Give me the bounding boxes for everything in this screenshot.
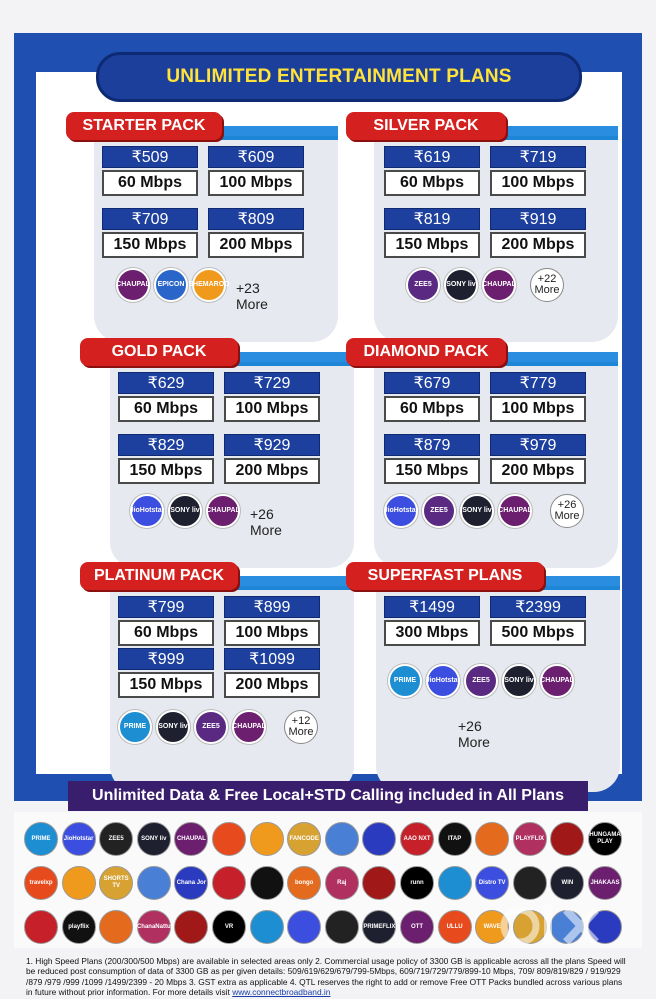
runn-logo-icon: runn: [400, 866, 434, 900]
chaupal-logo-icon: CHAUPAL: [116, 268, 150, 302]
shemaroo-logo-icon: SHEMAROO: [192, 268, 226, 302]
raj-logo-icon: Raj: [325, 866, 359, 900]
prime-logo-icon: PRIME: [118, 710, 152, 744]
pack-header-bar: [228, 576, 354, 586]
zee5-logo-icon: ZEE5: [406, 268, 440, 302]
plan-speed: 200 Mbps: [224, 458, 320, 484]
travelxp-logo-icon: travelxp: [24, 866, 58, 900]
plan-price: ₹799: [118, 596, 214, 618]
zee5-logo-icon: ZEE5: [99, 822, 133, 856]
chaupal-logo-icon: CHAUPAL: [482, 268, 516, 302]
ott-logo-icon: [250, 910, 284, 944]
pack-header-bar: [534, 576, 620, 586]
shorts-tv-logo-icon: SHORTS TV: [99, 866, 133, 900]
plan-speed: 150 Mbps: [384, 458, 480, 484]
pack-header-bar: [496, 352, 618, 362]
pack-header-bar: [496, 126, 618, 136]
pack-header-bar: [228, 352, 354, 362]
pack-title: STARTER PACK: [66, 112, 222, 140]
plan-speed: 200 Mbps: [490, 232, 586, 258]
pack-title: GOLD PACK: [80, 338, 238, 366]
sony-liv-logo-icon: SONY liv: [502, 664, 536, 698]
more-ott-count: +26 More: [550, 494, 584, 528]
plan-price: ₹809: [208, 208, 304, 230]
ott-logo-icon: [212, 822, 246, 856]
plan-speed: 200 Mbps: [208, 232, 304, 258]
plan-price: ₹719: [490, 146, 586, 168]
plan-price: ₹779: [490, 372, 586, 394]
ott-logo-icon: [475, 822, 509, 856]
pack-title: PLATINUM PACK: [80, 562, 238, 590]
plan-speed: 60 Mbps: [384, 396, 480, 422]
plan-speed: 60 Mbps: [384, 170, 480, 196]
chaupal-logo-icon: CHAUPAL: [540, 664, 574, 698]
playflix-logo-icon: playflix: [62, 910, 96, 944]
plan-price: ₹829: [118, 434, 214, 456]
plan-price: ₹729: [224, 372, 320, 394]
footnote: [26, 956, 626, 998]
plan-price: ₹819: [384, 208, 480, 230]
plan-price: ₹929: [224, 434, 320, 456]
ott-logo-icon: [137, 866, 171, 900]
plan-price: ₹679: [384, 372, 480, 394]
ott-logo-icon: [62, 866, 96, 900]
sony-liv-logo-icon: SONY liv: [444, 268, 478, 302]
plan-price: ₹1499: [384, 596, 480, 618]
plan-speed: 500 Mbps: [490, 620, 586, 646]
more-ott-count: +26 More: [250, 506, 282, 538]
plan-speed: 150 Mbps: [384, 232, 480, 258]
more-ott-count: +12 More: [284, 710, 318, 744]
zee5-logo-icon: ZEE5: [464, 664, 498, 698]
sony-liv-logo-icon: SONY liv: [168, 494, 202, 528]
olx-watermark-icon: [500, 896, 620, 956]
sony-liv-logo-icon: SONY liv: [156, 710, 190, 744]
epicon-logo-icon: EPICON: [154, 268, 188, 302]
ott-logo-icon: [212, 866, 246, 900]
plan-speed: 150 Mbps: [118, 458, 214, 484]
website-link[interactable]: www.connectbroadband.in: [232, 987, 331, 998]
plan-speed: 150 Mbps: [118, 672, 214, 698]
ott-logo-icon: [325, 822, 359, 856]
playflix-logo-icon: PLAYFLIX: [513, 822, 547, 856]
more-ott-count: +23 More: [236, 280, 268, 312]
jhakaas-logo-icon: JHAKAAS: [588, 866, 622, 900]
hungama-play-logo-icon: HUNGAMA PLAY: [588, 822, 622, 856]
zee5-logo-icon: ZEE5: [194, 710, 228, 744]
jiohotstar-logo-icon: JioHotstar: [384, 494, 418, 528]
ullu-logo-icon: ULLU: [438, 910, 472, 944]
vr-logo-icon: VR: [212, 910, 246, 944]
ott-logo-icon: [250, 822, 284, 856]
header-banner: [96, 52, 582, 102]
distro-tv-logo-icon: Distro TV: [475, 866, 509, 900]
plan-price: ₹979: [490, 434, 586, 456]
plan-price: ₹709: [102, 208, 198, 230]
plan-price: ₹999: [118, 648, 214, 670]
plan-price: ₹899: [224, 596, 320, 618]
ott-logo-icon: [24, 910, 58, 944]
pack-title: SILVER PACK: [346, 112, 506, 140]
plan-price: ₹919: [490, 208, 586, 230]
page-title: UNLIMITED ENTERTAINMENT PLANS: [166, 66, 512, 87]
plan-speed: 100 Mbps: [208, 170, 304, 196]
footnote-text: 1. High Speed Plans (200/300/500 Mbps) are available in selected areas only 2. Commercial usage policy of 3300 GB is applicable across all the plans Speed will be reduced post consumption of data of 3300 GB as per given details: 509/619/629/679/799-5Mbps, 609/719/729/779/899-10 Mbps, 709/ 809/819/829 / 919/929 /879 /979 /999 /1099 /1499/2399 - 20 Mbps 3. GST extra as applicable 4. QTL reserves the right to add or remove Free OTT Packs bundled across various plans in future without prior information. For more details visit: [26, 956, 626, 998]
chananattu-logo-icon: ChanaNattu: [137, 910, 171, 944]
plan-price: ₹509: [102, 146, 198, 168]
plan-price: ₹2399: [490, 596, 586, 618]
plan-speed: 60 Mbps: [102, 170, 198, 196]
primeflix-logo-icon: PRIMEFLIX: [362, 910, 396, 944]
itap-logo-icon: ITAP: [438, 822, 472, 856]
plan-price: ₹879: [384, 434, 480, 456]
chaupal-logo-icon: CHAUPAL: [232, 710, 266, 744]
pack-header-bar: [212, 126, 338, 136]
more-ott-count: +26 More: [458, 718, 490, 750]
plan-speed: 60 Mbps: [118, 396, 214, 422]
plan-speed: 60 Mbps: [118, 620, 214, 646]
sony-liv-logo-icon: SONY liv: [137, 822, 171, 856]
fancode-logo-icon: FANCODE: [287, 822, 321, 856]
plan-price: ₹629: [118, 372, 214, 394]
tagline-banner: Unlimited Data & Free Local+STD Calling included in All Plans: [68, 781, 588, 811]
jiohotstar-logo-icon: JioHotstar: [130, 494, 164, 528]
plan-price: ₹609: [208, 146, 304, 168]
bongo-logo-icon: bongo: [287, 866, 321, 900]
ott-logo-icon: [325, 910, 359, 944]
jiohotstar-logo-icon: JioHotstar: [426, 664, 460, 698]
pack-title: SUPERFAST PLANS: [346, 562, 544, 590]
jiohotstar-logo-icon: JioHotstar: [62, 822, 96, 856]
chana-jor-logo-icon: Chana Jor: [174, 866, 208, 900]
plan-speed: 200 Mbps: [224, 672, 320, 698]
plan-speed: 200 Mbps: [490, 458, 586, 484]
prime-logo-icon: PRIME: [388, 664, 422, 698]
ott-logo-icon: [99, 910, 133, 944]
zee5-logo-icon: ZEE5: [422, 494, 456, 528]
plan-speed: 300 Mbps: [384, 620, 480, 646]
aao-nxt-logo-icon: AAO NXT: [400, 822, 434, 856]
ott-logo-icon: OTT: [400, 910, 434, 944]
ott-logo-icon: [287, 910, 321, 944]
chaupal-logo-icon: CHAUPAL: [206, 494, 240, 528]
plan-speed: 100 Mbps: [490, 170, 586, 196]
ott-logo-icon: [438, 866, 472, 900]
pack-title: DIAMOND PACK: [346, 338, 506, 366]
prime-logo-icon: PRIME: [24, 822, 58, 856]
plan-speed: 100 Mbps: [224, 620, 320, 646]
chaupal-logo-icon: CHAUPAL: [498, 494, 532, 528]
chaupal-logo-icon: CHAUPAL: [174, 822, 208, 856]
plan-speed: 100 Mbps: [490, 396, 586, 422]
wave-logo-icon: WAVE: [475, 910, 509, 944]
sony-liv-logo-icon: SONY liv: [460, 494, 494, 528]
more-ott-count: +22 More: [530, 268, 564, 302]
ott-logo-icon: [513, 866, 547, 900]
plan-price: ₹619: [384, 146, 480, 168]
win-logo-icon: WIN: [550, 866, 584, 900]
plan-speed: 150 Mbps: [102, 232, 198, 258]
ott-logo-icon: [250, 866, 284, 900]
plan-price: ₹1099: [224, 648, 320, 670]
plan-speed: 100 Mbps: [224, 396, 320, 422]
